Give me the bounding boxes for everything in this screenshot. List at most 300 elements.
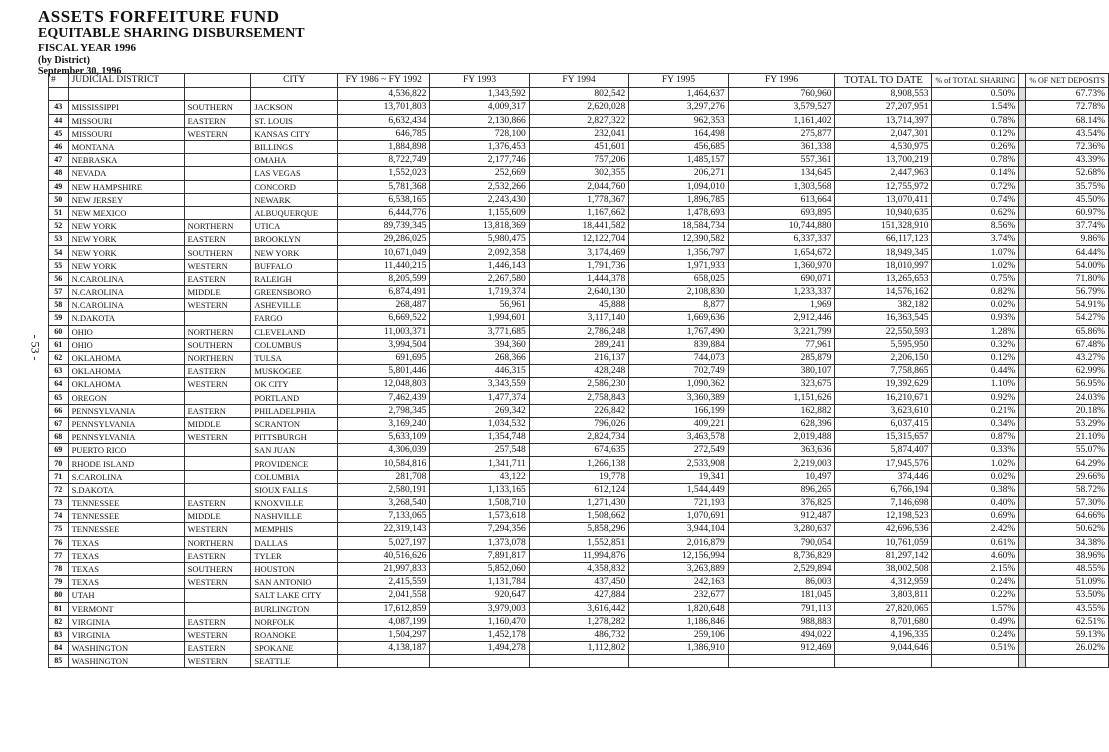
total-to-date-cell: 13,265,653 xyxy=(835,272,932,285)
fy1996-cell: 1,654,672 xyxy=(728,246,835,259)
district-number-cell: 55 xyxy=(49,259,69,272)
subdistrict-cell xyxy=(184,444,251,457)
judicial-district-cell: NEBRASKA xyxy=(68,154,184,167)
total-to-date-cell: 13,700,219 xyxy=(835,154,932,167)
fy1994-cell: 1,266,138 xyxy=(529,457,628,470)
fy1986-1992-cell: 2,415,559 xyxy=(338,576,430,589)
subdistrict-cell: MIDDLE xyxy=(184,417,251,430)
fy1996-cell: 8,736,829 xyxy=(728,549,835,562)
shade-cell xyxy=(1019,325,1026,338)
table-row xyxy=(49,365,1109,378)
district-number-cell xyxy=(49,88,69,101)
subdistrict-cell: SOUTHERN xyxy=(184,101,251,114)
subdistrict-cell xyxy=(184,602,251,615)
pct-total-sharing-cell: 1.07% xyxy=(932,246,1019,259)
fy1986-1992-cell: 1,552,023 xyxy=(338,167,430,180)
fy1995-cell: 1,356,797 xyxy=(629,246,728,259)
total-to-date-cell: 374,446 xyxy=(835,470,932,483)
fy1993-cell: 4,009,317 xyxy=(430,101,529,114)
pct-total-sharing-cell: 1.54% xyxy=(932,101,1019,114)
fy1995-cell: 206,271 xyxy=(629,167,728,180)
pct-total-sharing-cell: 8.56% xyxy=(932,220,1019,233)
pct-net-deposits-cell: 9.86% xyxy=(1026,233,1109,246)
fy1996-cell: 10,497 xyxy=(728,470,835,483)
city-cell: NORFOLK xyxy=(251,615,338,628)
header-fy1995: FY 1995 xyxy=(629,74,728,88)
subdistrict-cell: MIDDLE xyxy=(184,510,251,523)
fy1993-cell xyxy=(430,655,529,668)
fy1986-1992-cell: 11,003,371 xyxy=(338,325,430,338)
district-number-cell: 47 xyxy=(49,154,69,167)
fy1996-cell: 690,071 xyxy=(728,272,835,285)
fy1986-1992-cell: 4,087,199 xyxy=(338,615,430,628)
district-number-cell: 59 xyxy=(49,312,69,325)
city-cell: COLUMBUS xyxy=(251,338,338,351)
city-cell: SAN ANTONIO xyxy=(251,576,338,589)
city-cell: SEATTLE xyxy=(251,655,338,668)
fy1995-cell: 3,360,389 xyxy=(629,391,728,404)
fy1986-1992-cell: 6,444,776 xyxy=(338,206,430,219)
table-row xyxy=(49,167,1109,180)
district-number-cell: 84 xyxy=(49,642,69,655)
district-number-cell: 62 xyxy=(49,351,69,364)
total-to-date-cell: 27,207,951 xyxy=(835,101,932,114)
table-row xyxy=(49,615,1109,628)
table-row xyxy=(49,470,1109,483)
total-to-date-cell: 38,002,508 xyxy=(835,562,932,575)
total-to-date-cell: 6,766,194 xyxy=(835,483,932,496)
table-row xyxy=(49,259,1109,272)
subdistrict-cell: NORTHERN xyxy=(184,351,251,364)
table-body xyxy=(49,88,1109,668)
shade-cell xyxy=(1019,286,1026,299)
subdistrict-cell: EASTERN xyxy=(184,615,251,628)
subdistrict-cell: WESTERN xyxy=(184,628,251,641)
total-to-date-cell: 27,820,065 xyxy=(835,602,932,615)
fy1994-cell: 216,137 xyxy=(529,351,628,364)
district-number-cell: 51 xyxy=(49,206,69,219)
judicial-district-cell: NEW YORK xyxy=(68,233,184,246)
pct-net-deposits-cell: 64.29% xyxy=(1026,457,1109,470)
subdistrict-cell: SOUTHERN xyxy=(184,562,251,575)
table-row xyxy=(49,417,1109,430)
pct-net-deposits-cell: 62.99% xyxy=(1026,365,1109,378)
fy1986-1992-cell: 2,798,345 xyxy=(338,404,430,417)
table-row xyxy=(49,549,1109,562)
city-cell: DALLAS xyxy=(251,536,338,549)
city-cell: LAS VEGAS xyxy=(251,167,338,180)
fy1993-cell: 5,852,060 xyxy=(430,562,529,575)
city-cell: BUFFALO xyxy=(251,259,338,272)
subdistrict-cell xyxy=(184,88,251,101)
pct-net-deposits-cell: 67.48% xyxy=(1026,338,1109,351)
city-cell: OMAHA xyxy=(251,154,338,167)
shade-cell xyxy=(1019,655,1026,668)
district-number-cell: 54 xyxy=(49,246,69,259)
table-row xyxy=(49,497,1109,510)
fy1993-cell: 1,494,278 xyxy=(430,642,529,655)
fy1995-cell: 1,767,490 xyxy=(629,325,728,338)
subdistrict-cell: SOUTHERN xyxy=(184,338,251,351)
fy1993-cell: 1,131,784 xyxy=(430,576,529,589)
header-city: CITY xyxy=(251,74,338,88)
pct-net-deposits-cell: 53.50% xyxy=(1026,589,1109,602)
table-row xyxy=(49,206,1109,219)
fy1986-1992-cell: 10,671,049 xyxy=(338,246,430,259)
fy1993-cell: 394,360 xyxy=(430,338,529,351)
city-cell: TULSA xyxy=(251,351,338,364)
district-number-cell: 45 xyxy=(49,127,69,140)
fy1986-1992-cell: 1,884,898 xyxy=(338,140,430,153)
district-number-cell: 66 xyxy=(49,404,69,417)
shade-cell xyxy=(1019,497,1026,510)
pct-total-sharing-cell: 0.02% xyxy=(932,470,1019,483)
district-number-cell: 57 xyxy=(49,286,69,299)
fy1996-cell: 1,233,337 xyxy=(728,286,835,299)
judicial-district-cell xyxy=(68,88,184,101)
pct-net-deposits-cell: 54.27% xyxy=(1026,312,1109,325)
subdistrict-cell: WESTERN xyxy=(184,378,251,391)
fy1996-cell: 2,219,003 xyxy=(728,457,835,470)
total-to-date-cell: 8,701,680 xyxy=(835,615,932,628)
district-number-cell: 83 xyxy=(49,628,69,641)
pct-total-sharing-cell: 0.12% xyxy=(932,351,1019,364)
judicial-district-cell: VIRGINIA xyxy=(68,615,184,628)
fy1996-cell: 1,360,970 xyxy=(728,259,835,272)
fy1986-1992-cell: 12,048,803 xyxy=(338,378,430,391)
fy1995-cell: 1,478,693 xyxy=(629,206,728,219)
table-row xyxy=(49,589,1109,602)
total-to-date-cell: 18,010,997 xyxy=(835,259,932,272)
fy1994-cell: 2,620,028 xyxy=(529,101,628,114)
table-row xyxy=(49,576,1109,589)
fy1996-cell: 557,361 xyxy=(728,154,835,167)
fy1993-cell: 2,177,746 xyxy=(430,154,529,167)
pct-total-sharing-cell: 0.75% xyxy=(932,272,1019,285)
fy1993-cell: 1,133,165 xyxy=(430,483,529,496)
fy1996-cell: 363,636 xyxy=(728,444,835,457)
judicial-district-cell: PENNSYLVANIA xyxy=(68,431,184,444)
pct-total-sharing-cell: 1.10% xyxy=(932,378,1019,391)
fy1994-cell: 45,888 xyxy=(529,299,628,312)
district-number-cell: 63 xyxy=(49,365,69,378)
total-to-date-cell: 18,949,345 xyxy=(835,246,932,259)
shade-cell xyxy=(1019,180,1026,193)
pct-net-deposits-cell: 62.51% xyxy=(1026,615,1109,628)
fy1995-cell: 3,297,276 xyxy=(629,101,728,114)
total-to-date-cell: 151,328,910 xyxy=(835,220,932,233)
header-fy1986-1992: FY 1986 ~ FY 1992 xyxy=(338,74,430,88)
total-to-date-cell: 15,315,657 xyxy=(835,431,932,444)
total-to-date-cell: 3,803,811 xyxy=(835,589,932,602)
city-cell: PORTLAND xyxy=(251,391,338,404)
table-row xyxy=(49,510,1109,523)
table-row xyxy=(49,404,1109,417)
city-cell: MEMPHIS xyxy=(251,523,338,536)
fy1994-cell: 1,444,378 xyxy=(529,272,628,285)
fy1995-cell: 3,263,889 xyxy=(629,562,728,575)
fy1986-1992-cell: 89,739,345 xyxy=(338,220,430,233)
pct-total-sharing-cell: 0.51% xyxy=(932,642,1019,655)
shade-cell xyxy=(1019,391,1026,404)
city-cell: PROVIDENCE xyxy=(251,457,338,470)
city-cell: ST. LOUIS xyxy=(251,114,338,127)
total-to-date-cell: 16,210,671 xyxy=(835,391,932,404)
fy1994-cell: 1,791,736 xyxy=(529,259,628,272)
pct-total-sharing-cell: 0.38% xyxy=(932,483,1019,496)
table-row xyxy=(49,628,1109,641)
fy1995-cell: 2,533,908 xyxy=(629,457,728,470)
fy1994-cell: 486,732 xyxy=(529,628,628,641)
fy1994-cell: 2,044,760 xyxy=(529,180,628,193)
pct-total-sharing-cell: 0.12% xyxy=(932,127,1019,140)
fy1986-1992-cell: 3,169,240 xyxy=(338,417,430,430)
fy1986-1992-cell: 4,306,039 xyxy=(338,444,430,457)
subdistrict-cell: WESTERN xyxy=(184,299,251,312)
table-row xyxy=(49,114,1109,127)
fy1986-1992-cell: 2,041,558 xyxy=(338,589,430,602)
fy1995-cell: 2,108,830 xyxy=(629,286,728,299)
pct-net-deposits-cell: 34.38% xyxy=(1026,536,1109,549)
table-row xyxy=(49,325,1109,338)
pct-total-sharing-cell: 1.02% xyxy=(932,457,1019,470)
subdistrict-cell xyxy=(184,483,251,496)
fy1995-cell: 1,386,910 xyxy=(629,642,728,655)
fy1995-cell: 2,016,879 xyxy=(629,536,728,549)
district-number-cell: 50 xyxy=(49,193,69,206)
pct-net-deposits-cell: 71.80% xyxy=(1026,272,1109,285)
district-number-cell: 72 xyxy=(49,483,69,496)
pct-net-deposits-cell: 60.97% xyxy=(1026,206,1109,219)
district-number-cell: 64 xyxy=(49,378,69,391)
city-cell: OK CITY xyxy=(251,378,338,391)
shade-cell xyxy=(1019,220,1026,233)
total-to-date-cell: 14,576,162 xyxy=(835,286,932,299)
fy1996-cell: 86,003 xyxy=(728,576,835,589)
fy1996-cell: 285,879 xyxy=(728,351,835,364)
fy1993-cell: 446,315 xyxy=(430,365,529,378)
fy1986-1992-cell: 268,487 xyxy=(338,299,430,312)
total-to-date-cell: 6,037,415 xyxy=(835,417,932,430)
fy1995-cell: 721,193 xyxy=(629,497,728,510)
fy1986-1992-cell: 6,669,522 xyxy=(338,312,430,325)
subdistrict-cell: EASTERN xyxy=(184,365,251,378)
fy1996-cell: 376,825 xyxy=(728,497,835,510)
fy1994-cell: 802,542 xyxy=(529,88,628,101)
shade-cell xyxy=(1019,417,1026,430)
judicial-district-cell: NEW HAMPSHIRE xyxy=(68,180,184,193)
city-cell: ALBUQUERQUE xyxy=(251,206,338,219)
fy1994-cell: 11,994,876 xyxy=(529,549,628,562)
pct-net-deposits-cell: 53.29% xyxy=(1026,417,1109,430)
city-cell: SAN JUAN xyxy=(251,444,338,457)
title-line-4: (by District) xyxy=(38,55,90,66)
fy1994-cell: 12,122,704 xyxy=(529,233,628,246)
fy1986-1992-cell: 5,781,368 xyxy=(338,180,430,193)
pct-net-deposits-cell: 38.96% xyxy=(1026,549,1109,562)
fy1995-cell: 1,971,933 xyxy=(629,259,728,272)
city-cell: BURLINGTON xyxy=(251,602,338,615)
shade-cell xyxy=(1019,246,1026,259)
shade-cell xyxy=(1019,628,1026,641)
fy1994-cell: 302,355 xyxy=(529,167,628,180)
fy1993-cell: 1,508,710 xyxy=(430,497,529,510)
city-cell: NEWARK xyxy=(251,193,338,206)
pct-total-sharing-cell: 0.61% xyxy=(932,536,1019,549)
shade-cell xyxy=(1019,193,1026,206)
pct-net-deposits-cell: 56.95% xyxy=(1026,378,1109,391)
table-row xyxy=(49,391,1109,404)
pct-net-deposits-cell: 54.00% xyxy=(1026,259,1109,272)
pct-total-sharing-cell: 0.26% xyxy=(932,140,1019,153)
title-line-1: ASSETS FORFEITURE FUND xyxy=(38,7,280,26)
header-fy1993: FY 1993 xyxy=(430,74,529,88)
pct-total-sharing-cell: 0.78% xyxy=(932,114,1019,127)
fy1996-cell: 1,151,626 xyxy=(728,391,835,404)
pct-net-deposits-cell: 56.79% xyxy=(1026,286,1109,299)
shade-cell xyxy=(1019,483,1026,496)
fy1986-1992-cell: 5,633,109 xyxy=(338,431,430,444)
table-row xyxy=(49,312,1109,325)
header-subdistrict xyxy=(184,74,251,88)
fy1986-1992-cell: 281,708 xyxy=(338,470,430,483)
judicial-district-cell: MONTANA xyxy=(68,140,184,153)
subdistrict-cell: NORTHERN xyxy=(184,325,251,338)
fy1986-1992-cell: 29,286,025 xyxy=(338,233,430,246)
fy1994-cell: 2,786,248 xyxy=(529,325,628,338)
fy1995-cell: 409,221 xyxy=(629,417,728,430)
report-title xyxy=(38,8,305,77)
city-cell: UTICA xyxy=(251,220,338,233)
fy1995-cell: 839,884 xyxy=(629,338,728,351)
fy1996-cell: 380,107 xyxy=(728,365,835,378)
judicial-district-cell: NEW YORK xyxy=(68,259,184,272)
table-row xyxy=(49,233,1109,246)
judicial-district-cell: TEXAS xyxy=(68,576,184,589)
pct-total-sharing-cell: 4.60% xyxy=(932,549,1019,562)
district-number-cell: 74 xyxy=(49,510,69,523)
district-number-cell: 70 xyxy=(49,457,69,470)
subdistrict-cell: WESTERN xyxy=(184,523,251,536)
fy1995-cell: 658,025 xyxy=(629,272,728,285)
fy1986-1992-cell: 1,504,297 xyxy=(338,628,430,641)
fy1986-1992-cell: 13,701,803 xyxy=(338,101,430,114)
subdistrict-cell: EASTERN xyxy=(184,642,251,655)
pct-net-deposits-cell: 57.30% xyxy=(1026,497,1109,510)
shade-cell xyxy=(1019,549,1026,562)
judicial-district-cell: TENNESSEE xyxy=(68,523,184,536)
shade-cell xyxy=(1019,365,1026,378)
fy1986-1992-cell: 8,722,749 xyxy=(338,154,430,167)
subdistrict-cell: WESTERN xyxy=(184,655,251,668)
fy1996-cell: 1,969 xyxy=(728,299,835,312)
district-number-cell: 61 xyxy=(49,338,69,351)
total-to-date-cell: 7,146,698 xyxy=(835,497,932,510)
fy1994-cell: 1,271,430 xyxy=(529,497,628,510)
total-to-date-cell: 7,758,865 xyxy=(835,365,932,378)
fy1993-cell: 1,573,618 xyxy=(430,510,529,523)
header-judicial-district: JUDICIAL DISTRICT xyxy=(68,74,184,88)
district-number-cell: 43 xyxy=(49,101,69,114)
pct-net-deposits-cell: 72.78% xyxy=(1026,101,1109,114)
fy1996-cell: 790,054 xyxy=(728,536,835,549)
city-cell: BROOKLYN xyxy=(251,233,338,246)
fy1994-cell: 5,858,296 xyxy=(529,523,628,536)
subdistrict-cell xyxy=(184,180,251,193)
pct-total-sharing-cell: 3.74% xyxy=(932,233,1019,246)
city-cell: PHILADELPHIA xyxy=(251,404,338,417)
pct-total-sharing-cell: 0.33% xyxy=(932,444,1019,457)
judicial-district-cell: TENNESSEE xyxy=(68,497,184,510)
fy1996-cell: 760,960 xyxy=(728,88,835,101)
shade-cell xyxy=(1019,642,1026,655)
subdistrict-cell xyxy=(184,457,251,470)
total-to-date-cell: 16,363,545 xyxy=(835,312,932,325)
table-row xyxy=(49,642,1109,655)
fy1993-cell: 920,647 xyxy=(430,589,529,602)
fy1994-cell: 612,124 xyxy=(529,483,628,496)
fy1994-cell: 1,278,282 xyxy=(529,615,628,628)
fy1996-cell: 2,912,446 xyxy=(728,312,835,325)
table-row xyxy=(49,127,1109,140)
fy1994-cell: 2,827,322 xyxy=(529,114,628,127)
fy1995-cell: 1,464,637 xyxy=(629,88,728,101)
pct-net-deposits-cell: 43.54% xyxy=(1026,127,1109,140)
fy1986-1992-cell: 22,319,143 xyxy=(338,523,430,536)
judicial-district-cell: TEXAS xyxy=(68,536,184,549)
judicial-district-cell: VIRGINIA xyxy=(68,628,184,641)
city-cell: CONCORD xyxy=(251,180,338,193)
fy1995-cell: 3,463,578 xyxy=(629,431,728,444)
total-to-date-cell: 8,908,553 xyxy=(835,88,932,101)
subdistrict-cell: WESTERN xyxy=(184,127,251,140)
judicial-district-cell: PUERTO RICO xyxy=(68,444,184,457)
fy1995-cell: 1,186,846 xyxy=(629,615,728,628)
pct-total-sharing-cell: 0.72% xyxy=(932,180,1019,193)
pct-total-sharing-cell: 0.24% xyxy=(932,628,1019,641)
pct-total-sharing-cell: 0.78% xyxy=(932,154,1019,167)
fy1996-cell: 2,529,894 xyxy=(728,562,835,575)
total-to-date-cell: 12,755,972 xyxy=(835,180,932,193)
shade-cell xyxy=(1019,338,1026,351)
shade-cell xyxy=(1019,378,1026,391)
shade-cell xyxy=(1019,299,1026,312)
fy1986-1992-cell: 3,268,540 xyxy=(338,497,430,510)
subdistrict-cell: EASTERN xyxy=(184,404,251,417)
pct-total-sharing-cell: 0.49% xyxy=(932,615,1019,628)
pct-total-sharing-cell: 0.14% xyxy=(932,167,1019,180)
table-row xyxy=(49,193,1109,206)
fy1986-1992-cell: 691,695 xyxy=(338,351,430,364)
fy1994-cell xyxy=(529,655,628,668)
total-to-date-cell: 19,392,629 xyxy=(835,378,932,391)
fy1996-cell: 2,019,488 xyxy=(728,431,835,444)
shade-cell xyxy=(1019,167,1026,180)
fy1993-cell: 2,267,580 xyxy=(430,272,529,285)
pct-total-sharing-cell: 0.92% xyxy=(932,391,1019,404)
fy1996-cell: 77,961 xyxy=(728,338,835,351)
fy1996-cell: 988,883 xyxy=(728,615,835,628)
total-to-date-cell: 42,696,536 xyxy=(835,523,932,536)
pct-total-sharing-cell: 0.87% xyxy=(932,431,1019,444)
table-row xyxy=(49,444,1109,457)
total-to-date-cell: 9,044,646 xyxy=(835,642,932,655)
total-to-date-cell: 2,447,963 xyxy=(835,167,932,180)
fy1994-cell: 2,824,734 xyxy=(529,431,628,444)
fy1994-cell: 1,167,662 xyxy=(529,206,628,219)
city-cell: TYLER xyxy=(251,549,338,562)
fy1996-cell: 693,895 xyxy=(728,206,835,219)
